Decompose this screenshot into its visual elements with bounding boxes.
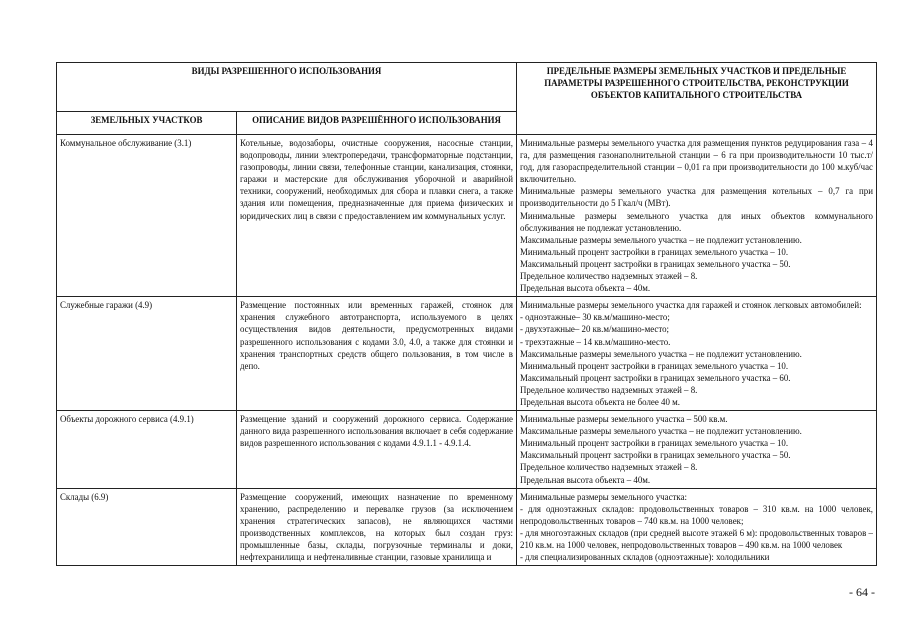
param-line: - для одноэтажных складов: продовольственных товаров – 310 кв.м. на 1000 человек, непродовольственных товаров – 740 кв.м. на 1000 человек;	[520, 503, 873, 526]
param-line: Минимальные размеры земельного участка для иных объектов коммунального обслуживания не подлежат установлению.	[520, 210, 873, 233]
param-line: Минимальный процент застройки в границах земельного участка – 10.	[520, 438, 789, 449]
param-line: Минимальные размеры земельного участка для размещения пунктов редуцирования газа – 4 га, для размещения газонаполнительной станции – 6 га при производительности 10 тыс.т/год, для газораспределительной станции – 0,01 га при производительности до 100 м.куб/час включительно.	[520, 138, 873, 185]
use-name: Коммунальное обслуживание (3.1)	[57, 135, 237, 297]
param-line: Максимальный процент застройки в границах земельного участка – 50.	[520, 450, 791, 461]
page-number: - 64 -	[849, 585, 875, 599]
param-line: - для специализированных складов (одноэтажные): холодильники	[520, 552, 770, 563]
param-line: - трехэтажные – 14 кв.м/машино-место.	[520, 336, 671, 347]
use-params	[517, 297, 877, 411]
use-description: Котельные, водозаборы, очистные сооружения, насосные станции, водопроводы, линии электропередачи, трансформаторные подстанции, газопроводы, линии связи, телефонные станции, канализация, стоянки, гаражи и мастерские для обслуживания уборочной и аварийной техники, сооружений, необходимых для сбора и плавки снега, а также здания или помещения, предназначенные для приема физических и юридических лиц в связи с предоставлением им коммунальных услуг.	[237, 135, 517, 297]
use-name: Объекты дорожного сервиса (4.9.1)	[57, 411, 237, 489]
param-line: Максимальные размеры земельного участка – не подлежит установлению.	[520, 234, 802, 245]
use-params	[517, 488, 877, 566]
param-line: Максимальные размеры земельного участка – не подлежит установлению.	[520, 348, 802, 359]
table-row	[57, 488, 877, 566]
table-row	[57, 297, 877, 411]
header-description: ОПИСАНИЕ ВИДОВ РАЗРЕШЁННОГО ИСПОЛЬЗОВАНИЯ	[237, 112, 517, 135]
use-description: Размещение постоянных или временных гаражей, стоянок для хранения служебного автотранспорта, используемого в целях осуществления видов деятельности, предусмотренных видами разрешенного использования с кодами 3.0, 4.0, а также для стоянки и хранения транспортных средств общего пользования, в том числе в депо.	[237, 297, 517, 411]
param-line: Предельная высота объекта – 40м.	[520, 283, 651, 294]
param-line: Максимальный процент застройки в границах земельного участка – 60.	[520, 372, 791, 383]
param-line: Максимальный процент застройки в границах земельного участка – 50.	[520, 258, 791, 269]
param-line: Минимальный процент застройки в границах земельного участка – 10.	[520, 246, 789, 257]
param-line: Предельная высота объекта не более 40 м.	[520, 396, 680, 407]
param-line: - одноэтажные– 30 кв.м/машино-место;	[520, 312, 670, 323]
param-line: Минимальные размеры земельного участка для размещения котельных – 0,7 га при производительности до 5 Гкал/ч (МВт).	[520, 186, 873, 209]
use-name: Склады (6.9)	[57, 488, 237, 566]
param-line: Предельное количество надземных этажей – 8.	[520, 271, 698, 282]
header-land-plots: ЗЕМЕЛЬНЫХ УЧАСТКОВ	[57, 112, 237, 135]
param-line: Предельное количество надземных этажей – 8.	[520, 384, 698, 395]
header-group-title: ВИДЫ РАЗРЕШЕННОГО ИСПОЛЬЗОВАНИЯ	[57, 63, 517, 112]
param-line: Минимальный процент застройки в границах земельного участка – 10.	[520, 360, 789, 371]
use-name: Служебные гаражи (4.9)	[57, 297, 237, 411]
table-row	[57, 135, 877, 297]
use-params	[517, 411, 877, 489]
param-line: - для многоэтажных складов (при средней высоте этажей 6 м): продовольственных товаров – 210 кв.м. на 1000 человек, непродовольственных товаров – 490 кв.м. на 1000 человек	[520, 527, 873, 550]
header-params-title: ПРЕДЕЛЬНЫЕ РАЗМЕРЫ ЗЕМЕЛЬНЫХ УЧАСТКОВ И ПРЕДЕЛЬНЫЕ ПАРАМЕТРЫ РАЗРЕШЕННОГО СТРОИТЕЛЬСТВА, РЕКОНСТРУКЦИИ ОБЪЕКТОВ КАПИТАЛЬНОГО СТРОИТЕЛЬСТВА	[517, 63, 877, 135]
use-description: Размещение зданий и сооружений дорожного сервиса. Содержание данного вида разрешенного использования включает в себя содержание видов разрешенного использования с кодами 4.9.1.1 - 4.9.1.4.	[237, 411, 517, 489]
header-row-top	[57, 63, 877, 112]
use-params	[517, 135, 877, 297]
use-description: Размещение сооружений, имеющих назначение по временному хранению, распределению и перевалке грузов (за исключением хранения стратегических запасов), не являющихся частями производственных комплексов, на которых был создан груз: промышленные базы, склады, погрузочные терминалы и доки, нефтехранилища и нефтеналивные станции, газовые хранилища и	[237, 488, 517, 566]
param-line: Предельная высота объекта – 40м.	[520, 474, 651, 485]
table-row	[57, 411, 877, 489]
param-line: - двухэтажные– 20 кв.м/машино-место;	[520, 324, 670, 335]
param-line: Минимальные размеры земельного участка для гаражей и стоянок легковых автомобилей:	[520, 300, 862, 311]
param-line: Минимальные размеры земельного участка:	[520, 491, 687, 502]
param-line: Предельное количество надземных этажей – 8.	[520, 462, 698, 473]
land-use-table	[56, 62, 877, 566]
param-line: Максимальные размеры земельного участка – не подлежит установлению.	[520, 426, 802, 437]
param-line: Минимальные размеры земельного участка – 500 кв.м.	[520, 414, 728, 425]
